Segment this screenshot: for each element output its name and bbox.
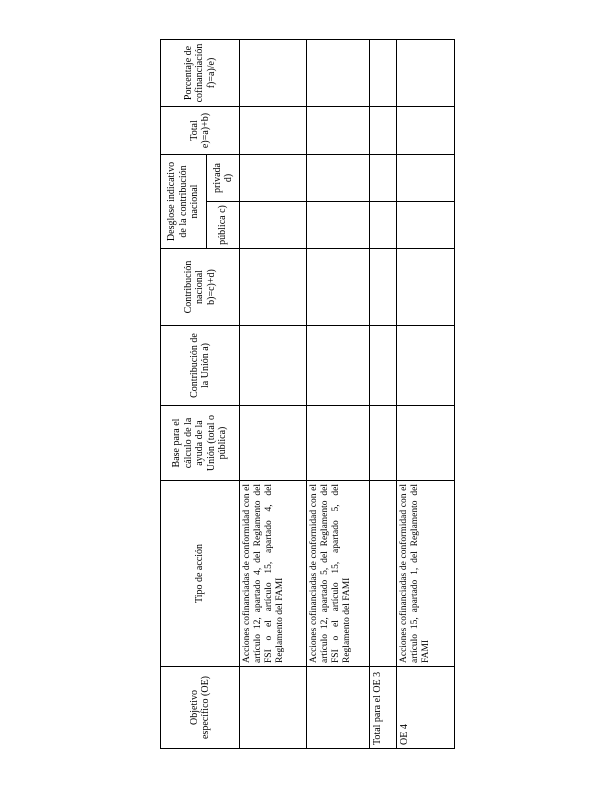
cell-base xyxy=(307,406,370,481)
header-porcentaje: Porcentaje de cofinanciación f)=a)/e) xyxy=(161,39,240,106)
cell-total xyxy=(240,106,307,154)
table-row xyxy=(240,39,307,748)
cell-nacional xyxy=(307,249,370,326)
header-total: Total e)=a)+b) xyxy=(161,106,240,154)
cell-privada xyxy=(307,154,370,201)
cell-nacional xyxy=(397,249,455,326)
header-publica: pública c) xyxy=(207,202,240,249)
cell-porcentaje xyxy=(307,39,370,106)
cofinancing-table xyxy=(160,39,455,749)
cell-publica xyxy=(240,202,307,249)
cell-union xyxy=(370,326,397,406)
cell-tipo-accion: Acciones cofinanciadas de conformidad con el artículo 12, apartado 5, del Reglamento del FSI o el artículo 15, apartado 5, del Reglamento del FAMI xyxy=(307,481,370,667)
cell-porcentaje xyxy=(370,39,397,106)
header-base-calculo: Base para el cálculo de la ayuda de la Unión (total o pública) xyxy=(161,406,240,481)
cell-nacional xyxy=(370,249,397,326)
cell-total xyxy=(397,106,455,154)
cell-total xyxy=(307,106,370,154)
header-contribucion-nacional: Contribución nacional b)=c)+d) xyxy=(161,249,240,326)
cell-tipo-accion: Acciones cofinanciadas de conformidad con el artículo 12, apartado 4, del Reglamento del FSI o el artículo 15, apartado 4, del Reglamento del FAMI xyxy=(240,481,307,667)
cell-porcentaje xyxy=(397,39,455,106)
cell-tipo-accion xyxy=(370,481,397,667)
header-desglose: Desglose indicativo de la contribución nacional xyxy=(161,154,207,248)
cell-tipo-accion: Acciones cofinanciadas de conformidad con el artículo 15, apartado 1, del Reglamento del FAMI xyxy=(397,481,455,667)
header-tipo-accion: Tipo de acción xyxy=(161,481,240,667)
cell-porcentaje xyxy=(240,39,307,106)
cell-base xyxy=(370,406,397,481)
cell-publica xyxy=(397,202,455,249)
cell-union xyxy=(307,326,370,406)
cell-objetivo xyxy=(307,667,370,749)
cell-base xyxy=(240,406,307,481)
table-row xyxy=(370,39,397,748)
header-objetivo: Objetivo específico (OE) xyxy=(161,667,240,749)
cell-publica xyxy=(307,202,370,249)
cell-publica xyxy=(370,202,397,249)
cell-total xyxy=(370,106,397,154)
rotated-table-wrapper xyxy=(160,40,454,749)
cell-base xyxy=(397,406,455,481)
cell-privada xyxy=(397,154,455,201)
cell-union xyxy=(397,326,455,406)
header-privada: privada d) xyxy=(207,154,240,201)
cell-objetivo xyxy=(240,667,307,749)
cell-objetivo: Total para el OE 3 xyxy=(370,667,397,749)
header-contribucion-union: Contribución de la Unión a) xyxy=(161,326,240,406)
cell-privada xyxy=(370,154,397,201)
cell-objetivo: OE 4 xyxy=(397,667,455,749)
table-row xyxy=(307,39,370,748)
cell-union xyxy=(240,326,307,406)
cell-nacional xyxy=(240,249,307,326)
table-row xyxy=(397,39,455,748)
cell-privada xyxy=(240,154,307,201)
